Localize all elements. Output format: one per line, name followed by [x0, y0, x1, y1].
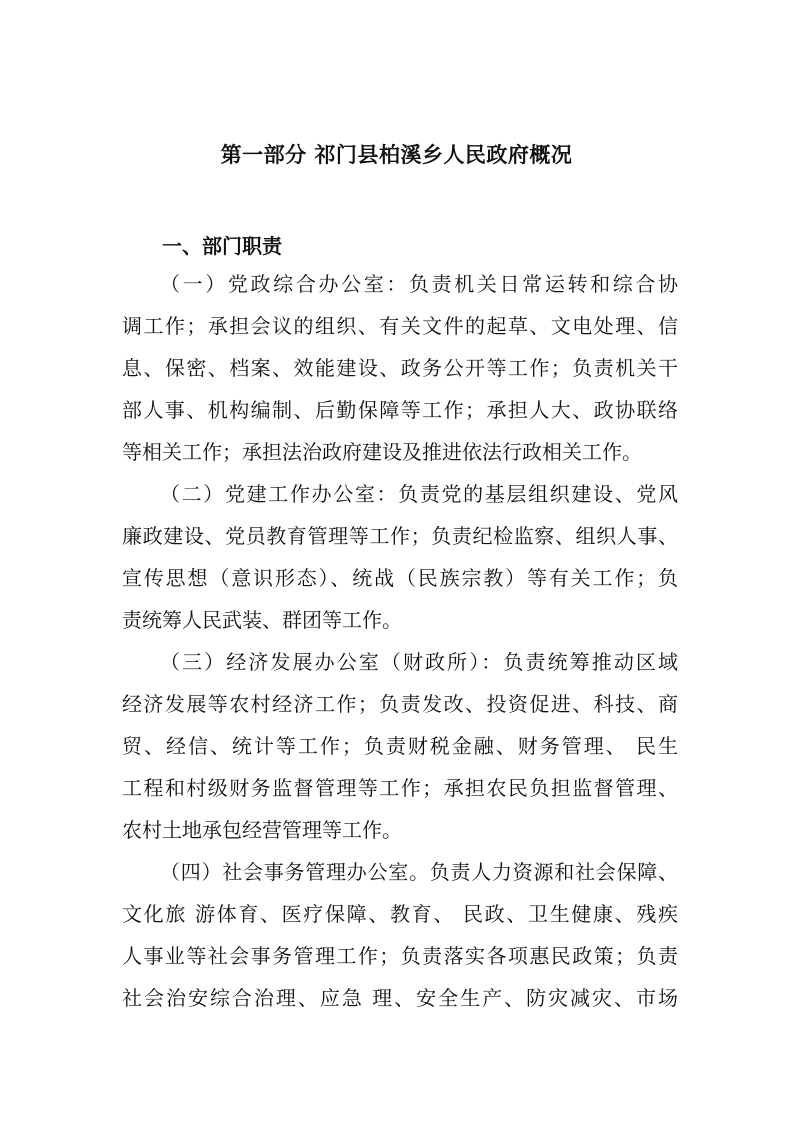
text-line: （一）党政综合办公室：负责机关日常运转和综合协: [160, 272, 678, 296]
page-title: 第一部分 祁门县柏溪乡人民政府概况: [220, 143, 573, 167]
text-line: 人事业等社会事务管理工作；负责落实各项惠民政策；负责: [122, 944, 678, 968]
text-line: 部人事、机构编制、后勤保障等工作；承担人大、政协联络: [122, 398, 678, 422]
text-line: 责统筹人民武装、群团等工作。: [122, 608, 402, 632]
text-line: （四）社会事务管理办公室。负责人力资源和社会保障、: [160, 860, 678, 884]
text-line: （三）经济发展办公室（财政所）：负责统筹推动区域: [160, 650, 678, 674]
text-line: 宣传思想（意识形态）、统战（民族宗教）等有关工作；负: [122, 566, 678, 590]
text-line: 贸、经信、统计等工作；负责财税金融、财务管理、 民生: [122, 734, 678, 758]
text-line: 调工作；承担会议的组织、有关文件的起草、文电处理、信: [122, 314, 678, 338]
section-heading: 一、部门职责: [162, 234, 282, 258]
text-line: 息、保密、档案、效能建设、政务公开等工作；负责机关干: [122, 356, 678, 380]
text-line: 等相关工作；承担法治政府建设及推进依法行政相关工作。: [122, 440, 642, 464]
text-line: 文化旅 游体育、医疗保障、教育、 民政、卫生健康、残疾: [122, 902, 678, 926]
text-line: （二）党建工作办公室：负责党的基层组织建设、党风: [160, 482, 678, 506]
text-line: 农村土地承包经营管理等工作。: [122, 818, 402, 842]
text-line: 工程和村级财务监督管理等工作；承担农民负担监督管理、: [122, 776, 678, 800]
text-line: 经济发展等农村经济工作；负责发改、投资促进、科技、商: [122, 692, 678, 716]
text-line: 廉政建设、党员教育管理等工作；负责纪检监察、组织人事、: [122, 524, 678, 548]
text-line: 社会治安综合治理、应急 理、安全生产、防灾减灾、市场: [122, 986, 678, 1010]
